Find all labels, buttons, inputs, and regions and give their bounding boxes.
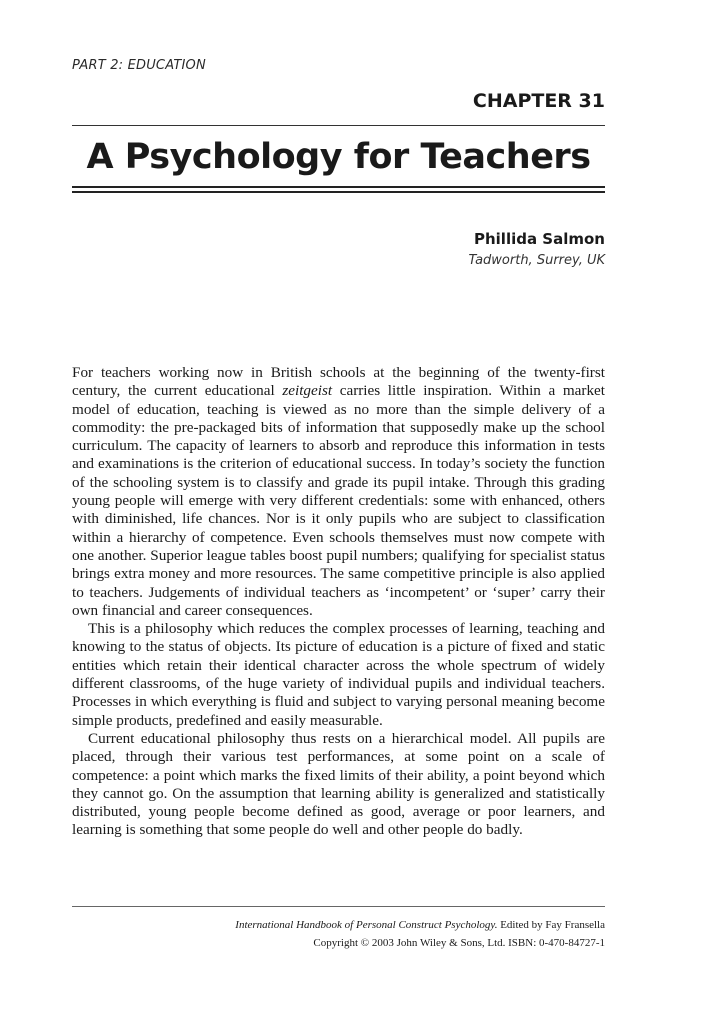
book-title: International Handbook of Personal Construct Psychology.: [235, 919, 498, 931]
chapter-title: A Psychology for Teachers: [86, 137, 591, 177]
author-name: Phillida Salmon: [473, 230, 605, 248]
paragraph-2: This is a philosophy which reduces the complex processes of learning, teaching and knowing to the status of objects. Its picture of education is a picture of fixed and static entities which retain their identical character across the whole spectrum of widely different classrooms, of the huge variety of individual pupils and individual teachers. Processes in which everything is fluid and subject to varying personal meaning become simple products, predefined and easily measurable.: [72, 620, 605, 729]
footer-rule: [72, 906, 605, 907]
header-rule: [72, 125, 605, 126]
title-rule-lower: [72, 191, 605, 193]
chapter-label: CHAPTER 31: [472, 90, 605, 112]
title-rule-upper: [72, 186, 605, 188]
paragraph-1-emphasis: zeitgeist: [282, 382, 333, 400]
paragraph-1-rest: carries little inspiration. Within a market model of education, teaching is viewed as no more than the simple delivery of a commodity: the pre-packaged bits of information that supposedly make up the school curriculum. The capacity of learners to absorb and reproduce this information in tests and examinations is the criterion of educational success. In today’s society the function of the schooling system is to classify and grade its pupil intake. Through this grading young people will emerge with very different credentials: some with enhanced, others with diminished, life chances. Nor is it only pupils who are subject to classification within a hierarchy of competence. Even schools themselves must now compete with one another. Superior league tables boost pupil numbers; qualifying for specialist status brings extra money and more resources. The same competitive principle is also applied to teachers. Judgements of individual teachers as ‘incompetent’ or ‘super’ carry their own financial and career consequences.: [72, 382, 605, 619]
footer-citation: [235, 916, 605, 934]
paragraph-3: Current educational philosophy thus rests on a hierarchical model. All pupils are placed, through their various test performances, at some point on a scale of competence: a point which marks the fixed limits of their ability, a point beyond which they cannot go. On the assumption that learning ability is generalized and statistically distributed, young people become defined as good, average or poor learners, and learning is something that some people do well and other people do badly.: [72, 729, 605, 839]
paragraph-1: [72, 364, 605, 620]
paragraph-1-start: For teachers working now in British schools at the beginning of the twenty-first century, the current educational: [72, 364, 605, 400]
footer-copyright: Copyright © 2003 John Wiley & Sons, Ltd. ISBN: 0-470-84727-1: [313, 937, 605, 949]
part-label: PART 2: EDUCATION: [72, 58, 206, 73]
book-editor: Edited by Fay Fransella: [497, 919, 605, 931]
author-affiliation: Tadworth, Surrey, UK: [468, 253, 605, 268]
body-text: [72, 364, 605, 840]
footer: [235, 916, 605, 952]
